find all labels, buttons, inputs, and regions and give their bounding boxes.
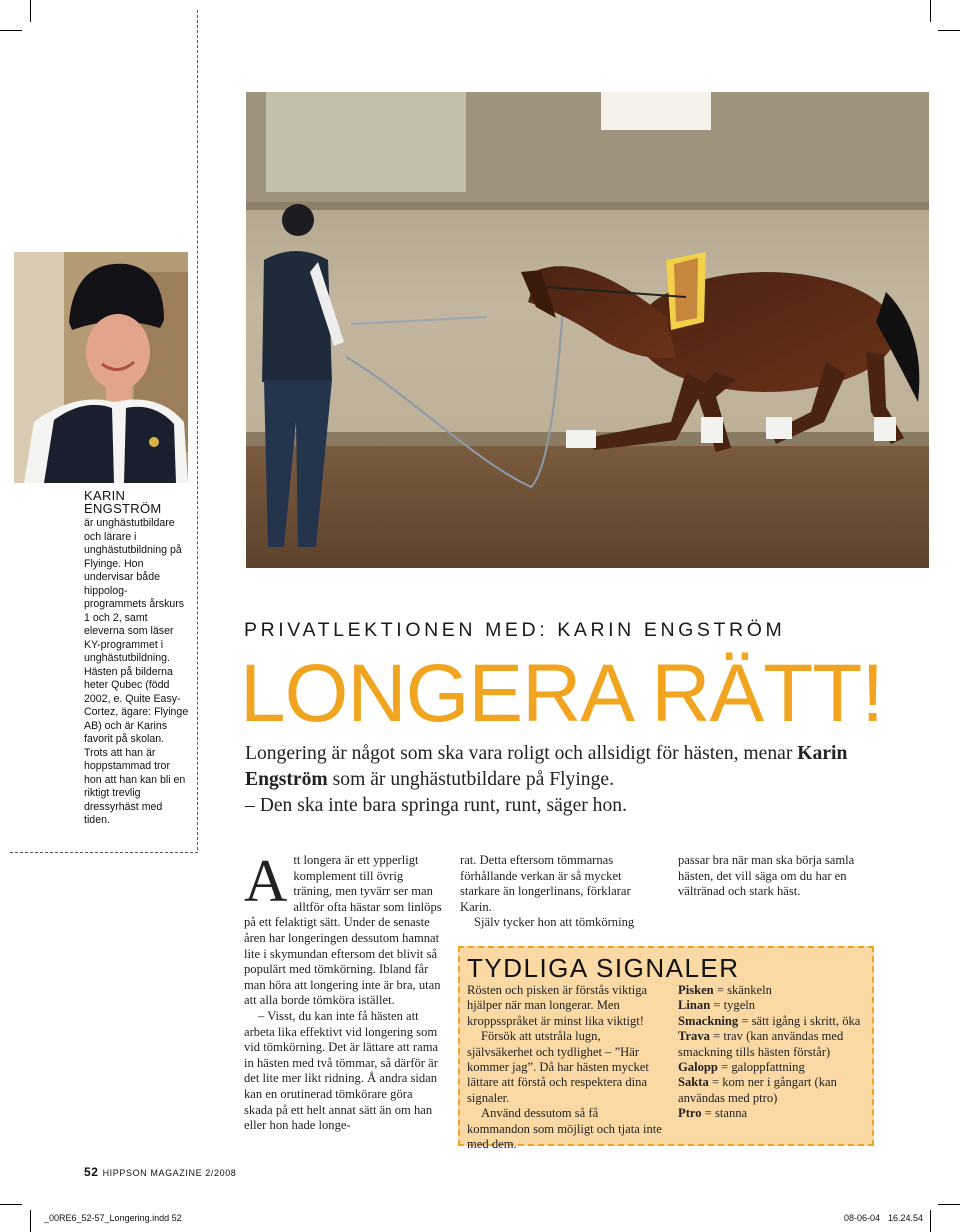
signals-paragraph: Försök att utstråla lugn, självsäkerhet och tydlighet – ”Här kommer jag”. Då har hästen mycket lättare att förstå och respektera dina signaler. <box>467 1029 649 1105</box>
magazine-name: HIPPSON MAGAZINE 2/2008 <box>102 1168 237 1178</box>
folio <box>84 1165 236 1179</box>
command-term: Galopp <box>678 1060 718 1075</box>
slug-filename: _00RE6_52-57_Longering.indd 52 <box>44 1213 182 1223</box>
drop-cap: A <box>244 848 288 914</box>
command-item <box>678 983 874 998</box>
body-paragraph: passar bra när man ska börja samla hästen, det vill säga om du har en vältränad och stark häst. <box>678 853 855 899</box>
page-number: 52 <box>84 1165 99 1179</box>
crop-mark <box>30 0 31 22</box>
command-item <box>678 1014 874 1029</box>
lead-name: Karin Engström <box>245 743 848 790</box>
command-def: = sätt igång i skritt, öka <box>741 1013 861 1028</box>
signals-paragraph: Rösten och pisken är förstås viktiga hjälper när man longerar. Men kroppsspråket är minst lika viktigt! <box>467 983 648 1028</box>
command-def: = galoppfattning <box>721 1060 805 1075</box>
bio-text: är unghästutbildare och lärare i unghästutbildning på Flyinge. Hon undervisar både hippolog-programmets årskurs 1 och 2, samt eleverna som läser KY-programmet i unghästutbildning. Hästen på bilderna heter Qubec (född 2002, e. Quite Easy-Cortez, ägare: Flyinge AB) och är Karins favorit på skolan. Trots att han är hoppstammad tror hon att han kan bli en riktigt trevlig dressyrhäst med tiden. <box>84 517 189 826</box>
body-column-3 <box>678 853 878 900</box>
lead-text: Longering är något som ska vara roligt och allsidigt för hästen, menar <box>245 743 793 764</box>
slug-time: 16.24.54 <box>888 1213 924 1223</box>
command-item <box>678 1029 874 1060</box>
command-item <box>678 1060 874 1075</box>
slug-line <box>0 1196 960 1232</box>
signals-paragraph: Använd dessutom så få kommandon som möjligt och tjata inte med dem. <box>467 1106 662 1152</box>
command-item <box>678 1106 874 1121</box>
command-term: Smackning <box>678 1013 739 1028</box>
command-term: Linan <box>678 998 711 1013</box>
command-def: = trav (kan användas med smackning tills hästen förstår) <box>678 1029 844 1059</box>
crop-mark <box>938 30 960 31</box>
main-photo <box>246 92 929 568</box>
body-column-2 <box>460 853 660 931</box>
headline: LONGERA RÄTT! <box>240 648 884 739</box>
command-def: = skänkeln <box>716 983 772 997</box>
command-def: = kom ner i gångart (kan användas med ptro) <box>678 1075 837 1105</box>
commands-list <box>678 983 874 1122</box>
lead-text: som är unghästutbildare på Flyinge. <box>332 769 614 790</box>
body-paragraph: Själv tycker hon att tömkörning <box>474 915 635 930</box>
guide-line <box>10 852 198 853</box>
command-term: Trava <box>678 1029 710 1044</box>
body-paragraph: tt longera är ett ypperligt komplement till övrig träning, men tyvärr ser man alltför ofta hästar som linlöps på ett felaktigt sätt. Under de senaste åren har longeringen dessutom hamnat lite i skymundan eftersom det blivit så populärt med tömkörning. Ibland får man höra att longering inte är bra, utan att alla borde tömköra istället. <box>244 853 442 1008</box>
body-column-1 <box>244 848 442 1134</box>
crop-mark <box>0 30 22 31</box>
lead-quote: – Den ska inte bara springa runt, runt, säger hon. <box>245 795 627 816</box>
guide-line <box>197 10 198 850</box>
lead-paragraph <box>245 741 895 819</box>
slug-date: 08-06-04 <box>844 1213 881 1223</box>
command-def: = stanna <box>704 1106 748 1121</box>
command-def: = tygeln <box>713 998 756 1013</box>
crop-mark <box>930 0 931 22</box>
bio-name: KARIN ENGSTRÖM <box>84 488 162 516</box>
command-term: Pisken <box>678 983 714 997</box>
command-item <box>678 1075 874 1106</box>
signals-text <box>467 983 663 1152</box>
body-paragraph: – Visst, du kan inte få hästen att arbeta lika effektivt vid longering som vid tömkörning. Det är lättare att rama in hästen med två tömmar, så därför är det lite mer likt ridning. Å andra sidan kan en orutinerad tömkörare göra skada på ett helt annat sätt än om han eller hon hade longe- <box>244 1008 439 1133</box>
body-paragraph: rat. Detta eftersom tömmarnas förhållande verkan är så mycket starkare än longerlinans, förklarar Karin. <box>460 853 631 914</box>
kicker: PRIVATLEKTIONEN MED: KARIN ENGSTRÖM <box>244 619 786 641</box>
command-item <box>678 998 874 1013</box>
signals-title: TYDLIGA SIGNALER <box>467 953 740 983</box>
command-term: Ptro <box>678 1106 702 1121</box>
command-term: Sakta <box>678 1075 709 1090</box>
portrait-photo <box>14 252 188 483</box>
